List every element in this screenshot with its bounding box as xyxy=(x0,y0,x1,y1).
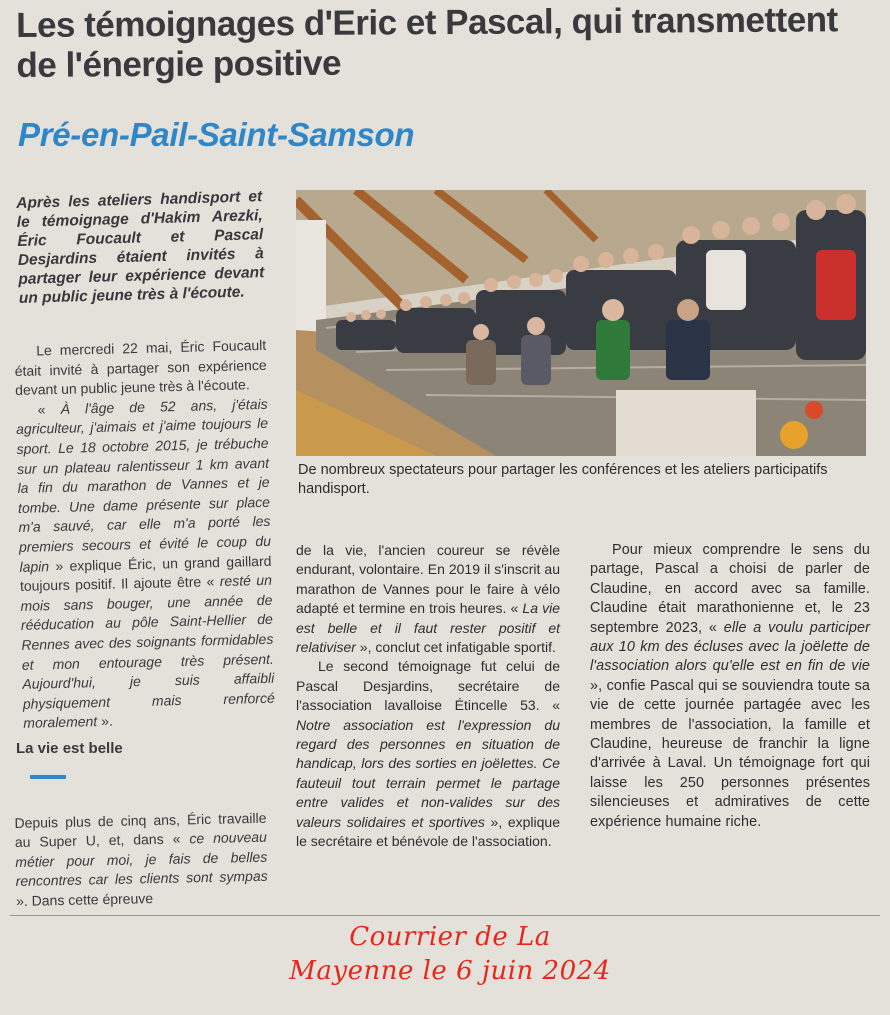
paragraph: Pour mieux comprendre le sens du partage, Pascal a choisi de parler de Claudine, en accord avec sa famille. Claudine était marathonienne et, le 23 septembre 2023, « elle a voulu participer aux 10 km des écluses avec la joëlette de l'association alors qu'elle est en fin de vie », confie Pascal qui se souviendra toute sa vie de cette journée partagée avec les membres de l'association, la famille et Claudine, heureuse de franchir la ligne d'arrivée à Laval. Un témoignage fort qui laisse les 250 personnes présentes silencieuses et admiratives de cette expérience humaine riche. xyxy=(590,542,870,830)
handwritten-source-note xyxy=(250,920,650,988)
paragraph: « À l'âge de 52 ans, j'étais agriculteur, j'aimais et j'aime toujours le sport. Le 18 octobre 2015, je trébuche sur un plateau ralentisseur 1 km avant la fin du marathon de Vannes et je tombe. Une dame présente sur place m'a sauvé, car elle m'a porté les premiers secours et évité le coup du lapin » explique Éric, un grand gaillard toujours positif. Il ajoute être « resté un mois sans bouger, une année de rééducation au pôle Saint-Hellier de Rennes avec des soignants formidables et mon entourage très présent. Aujourd'hui, je suis affaibli physiquement mais renforcé moralement ». xyxy=(15,395,275,732)
article-lead: Après les ateliers handisport et le témoignage d'Hakim Arezki, Éric Foucault et Pascal Desjardins étaient invités à partager leur expérience devant un public jeune très à l'écoute. xyxy=(16,188,265,307)
photo-caption: De nombreux spectateurs pour partager les conférences et les ateliers participatifs handisport. xyxy=(298,462,828,497)
source-note-line-1: Courrier de La xyxy=(349,922,551,952)
paragraph: Le second témoignage fut celui de Pascal Desjardins, secrétaire de l'association lavalloise Étincelle 53. « Notre association est l'expression du regard des personnes en situation de handicap, lors des sorties en joëlettes. Ce fauteuil tout terrain permet le partage entre valides et non-valides sur des valeurs solidaires et sportives », explique le secrétaire et bénévole de l'association. xyxy=(296,658,560,850)
article-photo xyxy=(296,190,866,456)
source-note-line-2: Mayenne le 6 juin 2024 xyxy=(289,956,611,986)
paragraph: de la vie, l'ancien coureur se révèle endurant, volontaire. En 2019 il s'inscrit au marathon de Vannes pour le faire à vélo adapté et termine en trois heures. « La vie est belle et il faut rester positif et relativiser », conclut cet infatigable sportif. xyxy=(296,542,560,656)
article-headline: Les témoignages d'Eric et Pascal, qui transmettent de l'énergie positive xyxy=(16,0,838,85)
page-divider xyxy=(10,915,880,916)
paragraph: Depuis plus de cinq ans, Éric travaille au Super U, et, dans « ce nouveau métier pour moi, je fais de belles rencontres car les clients sont sympas ». Dans cette épreuve xyxy=(14,809,268,909)
article-column-1 xyxy=(14,336,275,734)
article-column-1-continued xyxy=(14,795,269,925)
paragraph: Le mercredi 22 mai, Éric Foucault était invité à partager son expérience devant un public jeune très à l'écoute. xyxy=(14,336,267,399)
article-column-2 xyxy=(296,541,560,852)
article-column-3 xyxy=(590,541,870,832)
subheading-accent-bar xyxy=(30,775,66,779)
section-subheading: La vie est belle xyxy=(16,740,123,757)
article-locality: Pré-en-Pail-Saint-Samson xyxy=(18,116,415,153)
spectators-photo-illustration xyxy=(296,190,866,456)
